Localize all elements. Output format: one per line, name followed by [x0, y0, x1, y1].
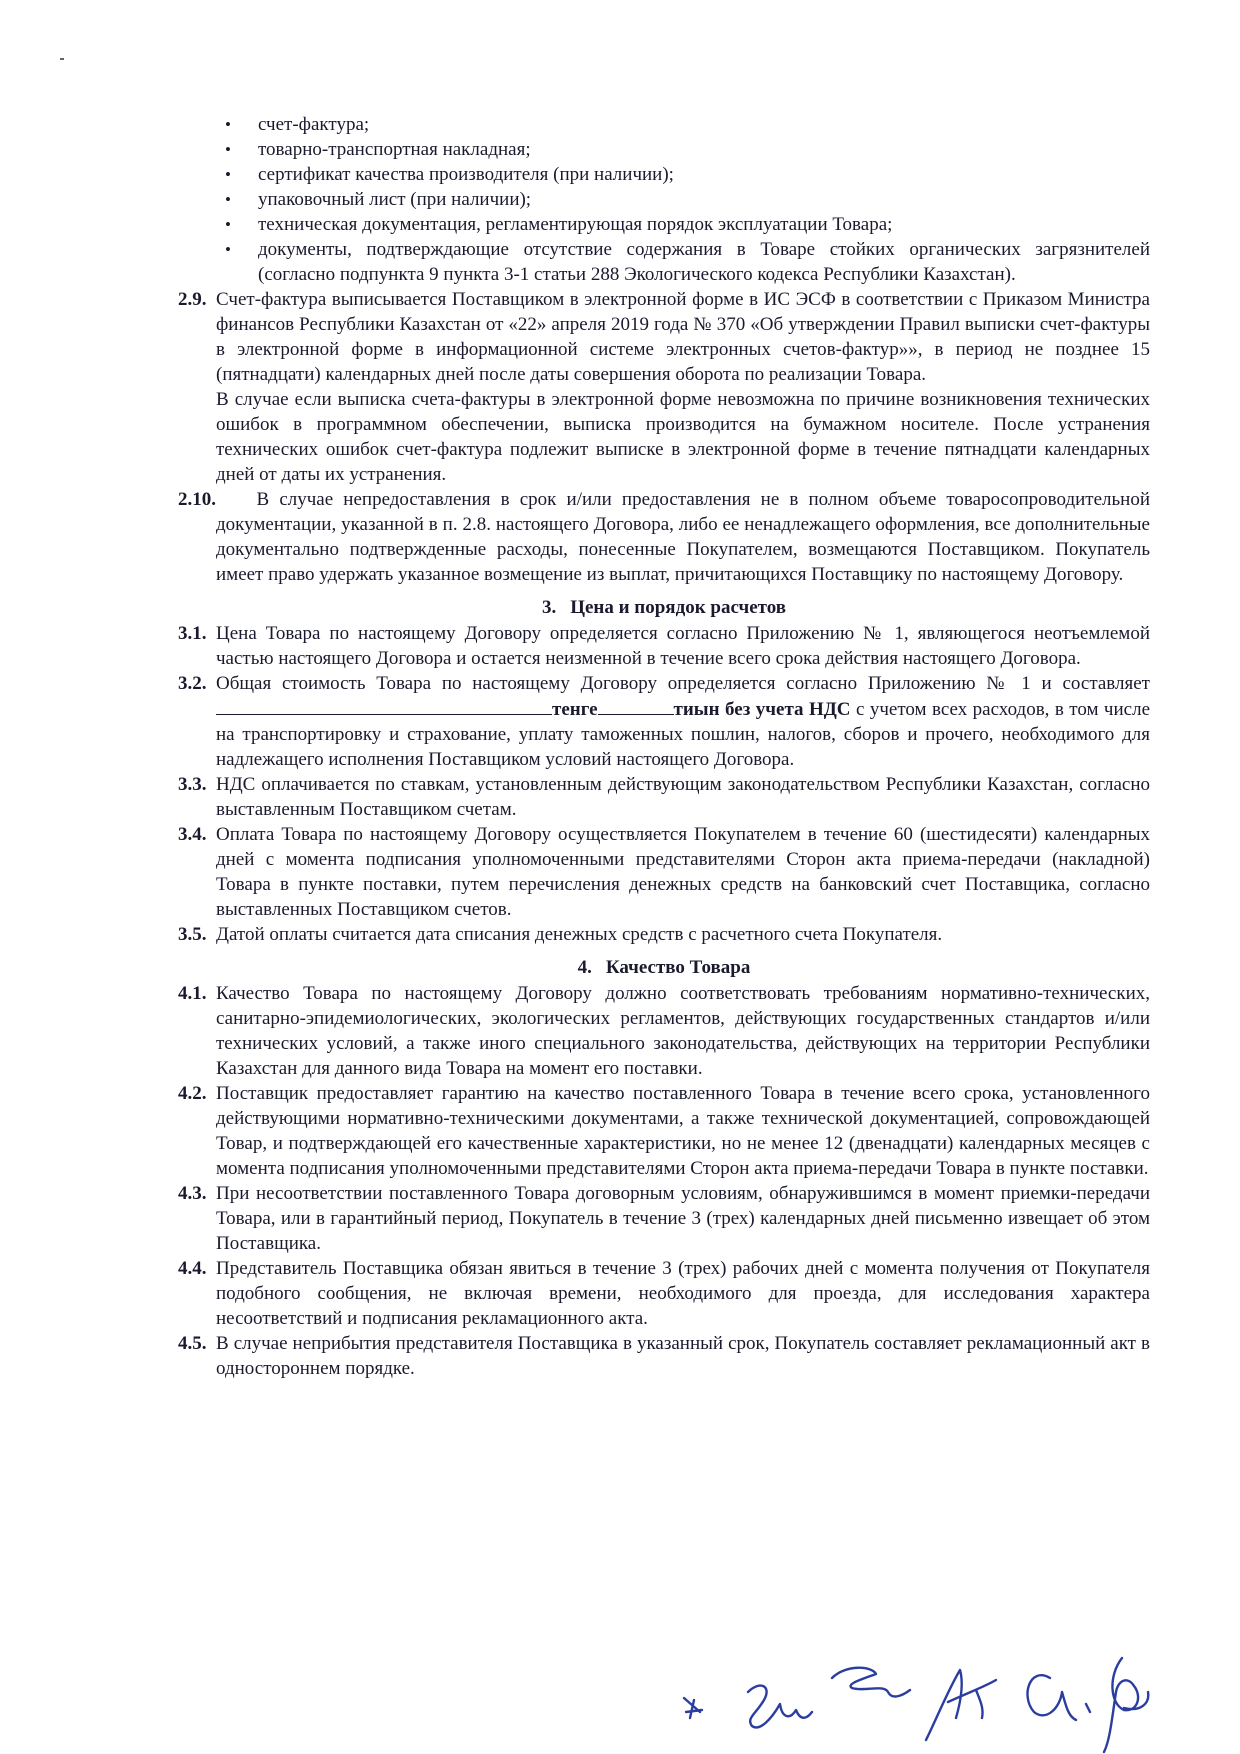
clause-3-1	[178, 621, 1150, 671]
clause-text: Счет-фактура выписывается Поставщиком в электронной форме в ИС ЭСФ в соответствии с Приказом Министра финансов Республики Казахстан от «22» апреля 2019 года № 370 «Об утверждении Правил выписки счет-фактуры в электронной форме в информационной системе электронных счетов-фактур»», в период не позднее 15 (пятнадцати) календарных дней после даты совершения оборота по реализации Товара.	[216, 289, 1150, 385]
clause-text: Представитель Поставщика обязан явиться в течение 3 (трех) рабочих дней с момента получения от Покупателя подобного сообщения, не включая времени, необходимого для проезда, для исследования характера несоответствий и подписания рекламационного акта.	[216, 1258, 1150, 1329]
amount-blank-line	[216, 696, 552, 715]
clause-3-2	[178, 671, 1150, 772]
initial-mark-4	[926, 1670, 996, 1740]
clause-4-2	[178, 1081, 1150, 1181]
clause-text: В случае неприбытия представителя Поставщика в указанный срок, Покупатель составляет рекламационный акт в одностороннем порядке.	[216, 1333, 1150, 1379]
clause-2-9	[178, 287, 1150, 487]
section-title: Цена и порядок расчетов	[570, 597, 787, 618]
clause-number: 4.5.	[178, 1333, 207, 1354]
initial-mark-2	[748, 1686, 812, 1728]
section-title: Качество Товара	[605, 957, 751, 978]
clause-text: Оплата Товара по настоящему Договору осуществляется Покупателем в течение 60 (шестидесяти) календарных дней с момента подписания уполномоченными представителями Сторон акта приема-передачи (накладной) Товара в пункте поставки, путем перечисления денежных средств на банковский счет Поставщика, согласно выставленных Поставщиком счетов.	[216, 824, 1150, 920]
clause-text: В случае непредоставления в срок и/или предоставления не в полном объеме товаросопроводительной документации, указанной в п. 2.8. настоящего Договора, либо ее ненадлежащего оформления, все дополнительные документально подтвержденные расходы, понесенные Покупателем, возмещаются Поставщиком. Покупатель имеет право удержать указанное возмещение из выплат, причитающихся Поставщику по настоящему Договору.	[216, 489, 1151, 585]
list-item: • техническая документация, регламентирующая порядок эксплуатации Товара;	[225, 212, 1150, 237]
list-item: • товарно-транспортная накладная;	[225, 137, 1150, 162]
initial-mark-6	[1104, 1658, 1148, 1752]
list-item: • упаковочный лист (при наличии);	[225, 187, 1150, 212]
clause-text: НДС оплачивается по ставкам, установленным действующим законодательством Республики Казахстан, согласно выставленным Поставщиком счетам.	[216, 774, 1150, 820]
tiyn-blank-line	[598, 696, 674, 715]
clause-number: 2.9.	[178, 289, 207, 310]
section-number: 4.	[577, 957, 592, 978]
clause-number: 4.2.	[178, 1083, 207, 1104]
clause-number: 3.3.	[178, 774, 207, 795]
clause-4-3	[178, 1181, 1150, 1256]
initial-mark-5	[1027, 1675, 1090, 1720]
clause-number: 2.10.	[178, 489, 216, 510]
clause-3-3	[178, 772, 1150, 822]
clause-number: 3.5.	[178, 924, 207, 945]
clause-text: Датой оплаты считается дата списания денежных средств с расчетного счета Покупателя.	[216, 924, 943, 945]
clause-number: 4.4.	[178, 1258, 207, 1279]
document-body	[178, 112, 1150, 1381]
clause-number: 3.1.	[178, 623, 207, 644]
clause-4-5	[178, 1331, 1150, 1381]
currency-tenge: тенге	[552, 699, 598, 720]
clause-4-4	[178, 1256, 1150, 1331]
clause-number: 4.1.	[178, 983, 207, 1004]
scan-speck	[60, 58, 64, 60]
clause-text: с учетом всех расходов, в том числе на транспортировку и страхование, уплату таможенных пошлин, налогов, сборов и прочего, необходимого для надлежащего исполнения Поставщиком условий настоящего Договора.	[216, 699, 1151, 770]
clause-4-1	[178, 981, 1150, 1081]
clause-text: Качество Товара по настоящему Договору должно соответствовать требованиям нормативно-технических, санитарно-эпидемиологических, экологических регламентов, действующих государственных стандартов и/или технических условий, а также иного специального законодательства, действующих на территории Республики Казахстан для данного вида Товара на момент его поставки.	[216, 983, 1150, 1079]
clause-2-10	[178, 487, 1150, 587]
section-heading-4	[178, 955, 1150, 980]
list-item: • счет-фактура;	[225, 112, 1150, 137]
documents-list	[225, 112, 1150, 287]
clause-text: Общая стоимость Товара по настоящему Договору определяется согласно Приложению № 1 и составляет	[216, 673, 1150, 694]
currency-tiyn: тиын без учета НДС	[673, 699, 851, 720]
clause-text: Цена Товара по настоящему Договору определяется согласно Приложению № 1, являющегося неотъемлемой частью настоящего Договора и остается неизменной в течение всего срока действия настоящего Договора.	[216, 623, 1150, 669]
initial-mark-3	[832, 1668, 910, 1697]
clause-number: 4.3.	[178, 1183, 207, 1204]
clause-text: Поставщик предоставляет гарантию на качество поставленного Товара в течение всего срока, установленного действующими нормативно-техническими документами, а также технической документацией, сопровождающей Товар, и подтверждающей его качественные характеристики, но не менее 12 (двенадцати) календарных месяцев с момента подписания уполномоченными представителями Сторон акта приема-передачи Товара в пункте поставки.	[216, 1083, 1150, 1179]
clause-3-4	[178, 822, 1150, 922]
clause-text: При несоответствии поставленного Товара договорным условиям, обнаружившимся в момент приемки-передачи Товара, или в гарантийный период, Покупатель в течение 3 (трех) календарных дней письменно извещает об этом Поставщика.	[216, 1183, 1150, 1254]
list-item: • документы, подтверждающие отсутствие содержания в Товаре стойких органических загрязнителей (согласно подпункта 9 пункта 3-1 статьи 288 Экологического кодекса Республики Казахстан).	[225, 237, 1150, 287]
section-number: 3.	[541, 597, 557, 618]
list-item: • сертификат качества производителя (при наличии);	[225, 162, 1150, 187]
clause-number: 3.2.	[178, 673, 207, 694]
initial-mark-1	[684, 1698, 702, 1718]
section-heading-3	[178, 595, 1150, 620]
clause-3-5	[178, 922, 1150, 947]
signature-initials-icon	[0, 1600, 1240, 1754]
clause-number: 3.4.	[178, 824, 207, 845]
clause-text: В случае если выписка счета-фактуры в электронной форме невозможна по причине возникновения технических ошибок в программном обеспечении, выписка производится на бумажном носителе. После устранения технических ошибок счет-фактура подлежит выписке в электронной форме в течение пятнадцати календарных дней от даты их устранения.	[216, 389, 1150, 485]
